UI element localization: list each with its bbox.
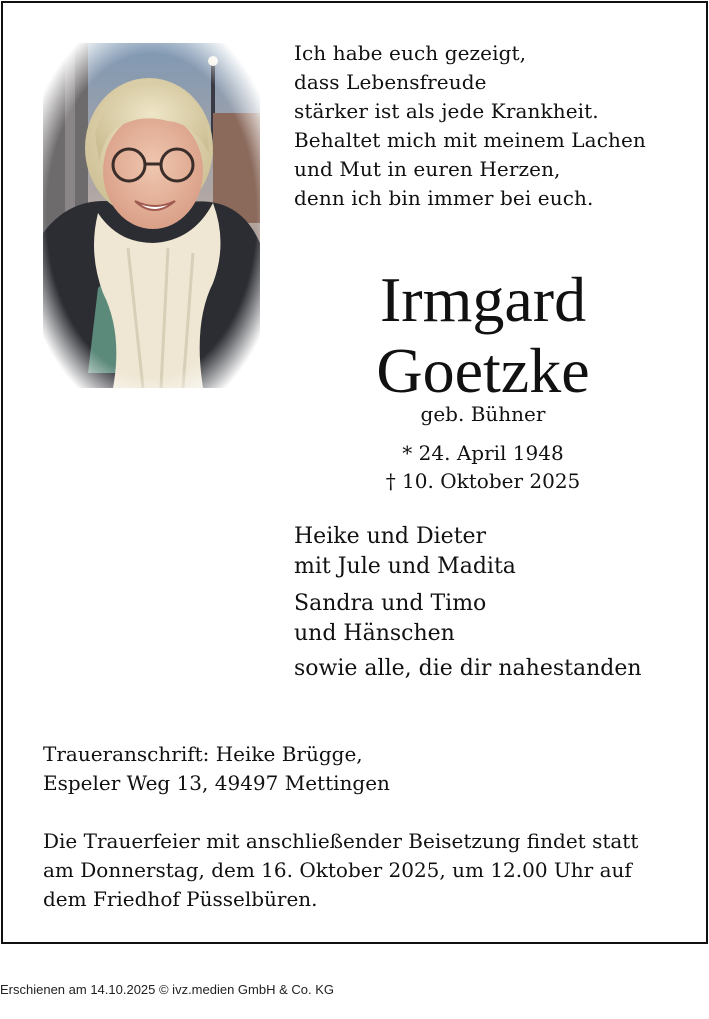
mourner-line: Sandra und Timo xyxy=(294,591,487,616)
address-line: Espeler Weg 13, 49497 Mettingen xyxy=(43,771,390,795)
poem-line: Behaltet mich mit meinem Lachen xyxy=(294,128,646,152)
publication-footer: Erschienen am 14.10.2025 © ivz.medien GmbH & Co. KG xyxy=(0,982,335,997)
funeral-line: Die Trauerfeier mit anschließender Beisetzung findet statt xyxy=(43,829,639,853)
poem xyxy=(294,39,694,213)
mourner-line: mit Jule und Madita xyxy=(294,554,516,579)
mourner-group xyxy=(294,522,699,582)
birth-date: * 24. April 1948 xyxy=(402,441,564,465)
funeral-line: dem Friedhof Püsselbüren. xyxy=(43,887,318,911)
poem-line: stärker ist als jede Krankheit. xyxy=(294,99,599,123)
portrait-image xyxy=(43,43,260,388)
poem-line: denn ich bin immer bei euch. xyxy=(294,186,594,210)
mourner-line: und Hänschen xyxy=(294,621,455,646)
mourner-line: Heike und Dieter xyxy=(294,524,487,549)
death-date: † 10. Oktober 2025 xyxy=(385,469,581,493)
funeral-line: am Donnerstag, dem 16. Oktober 2025, um 12.00 Uhr auf xyxy=(43,858,632,882)
mourner-line: sowie alle, die dir nahestanden xyxy=(294,656,642,681)
obituary-frame xyxy=(1,1,708,944)
mourning-address xyxy=(43,740,683,798)
mourner-group xyxy=(294,589,699,649)
first-name: Irmgard xyxy=(379,264,587,335)
funeral-notice xyxy=(43,827,683,914)
poem-line: und Mut in euren Herzen, xyxy=(294,157,561,181)
portrait-photo xyxy=(43,43,260,388)
address-line: Traueranschrift: Heike Brügge, xyxy=(43,742,363,766)
mourner-group xyxy=(294,654,699,684)
last-name: Goetzke xyxy=(376,335,590,406)
poem-line: Ich habe euch gezeigt, xyxy=(294,41,527,65)
birth-name: geb. Bühner xyxy=(420,402,546,426)
poem-line: dass Lebensfreude xyxy=(294,70,487,94)
